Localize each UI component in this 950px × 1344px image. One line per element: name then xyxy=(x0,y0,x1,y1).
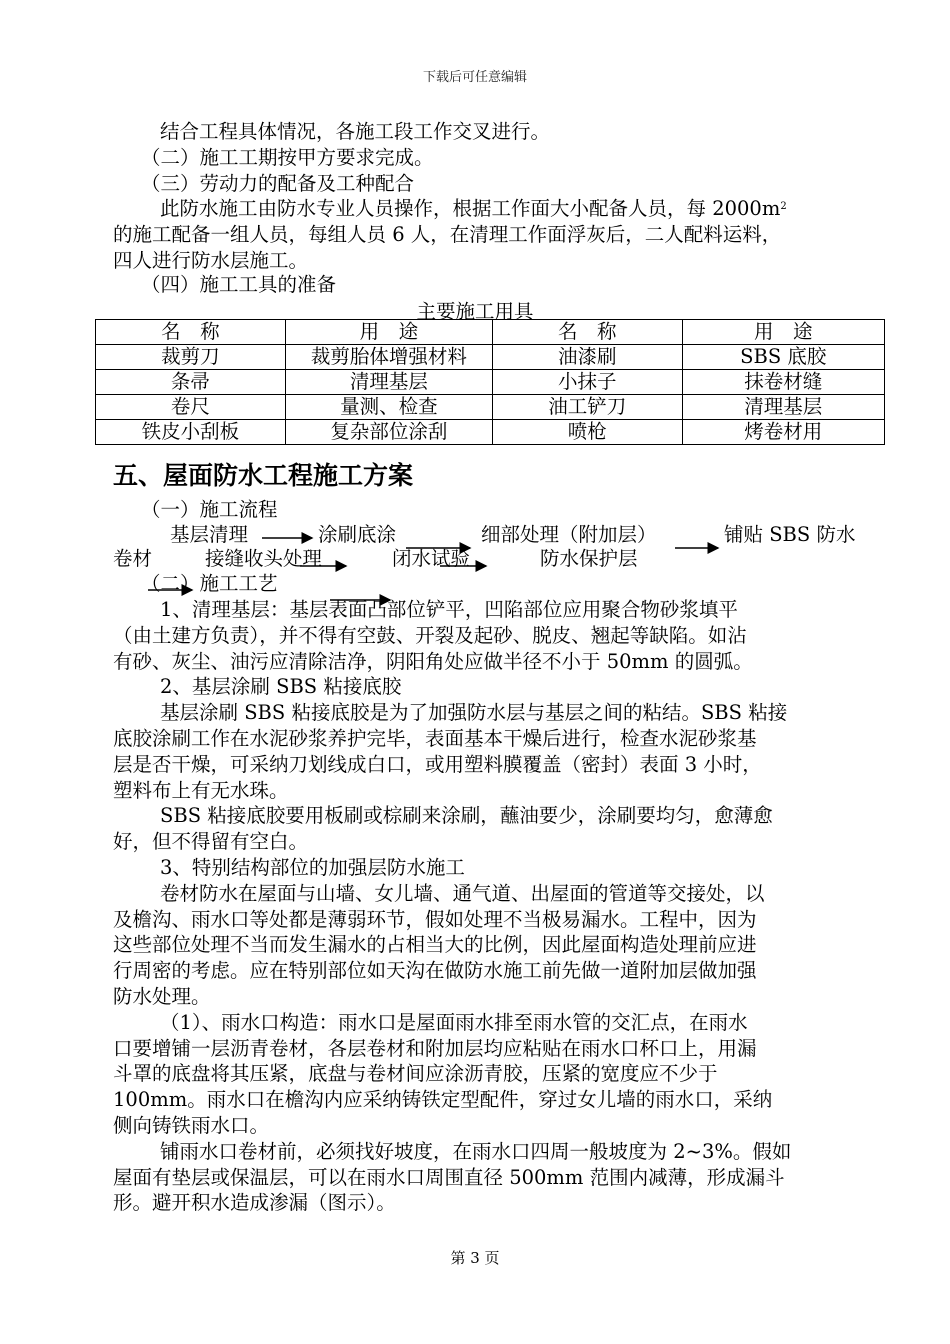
paragraph-line: 好，但不得留有空白。 xyxy=(113,830,309,853)
paragraph-line: 铺雨水口卷材前，必须找好坡度，在雨水口四周一般坡度为 2~3%。假如 xyxy=(160,1140,792,1163)
paragraph-line: 行周密的考虑。应在特别部位如天沟在做防水施工前先做一道附加层做加强 xyxy=(113,959,757,982)
table-header-cell: 名 称 xyxy=(493,320,682,345)
paragraph-line: 口要增铺一层沥青卷材，各层卷材和附加层均应粘贴在雨水口杯口上，用漏 xyxy=(113,1037,757,1060)
table-header-cell: 用 途 xyxy=(285,320,492,345)
table-title: 主要施工用具 xyxy=(416,300,534,323)
paragraph-line: （二）施工工期按甲方要求完成。 xyxy=(141,146,434,169)
flow-step: 细部处理（附加层） xyxy=(481,523,657,546)
paragraph-line: 100mm。雨水口在檐沟内应采纳铸铁定型配件，穿过女儿墙的雨水口，采纳 xyxy=(113,1088,773,1111)
superscript: 2 xyxy=(780,201,787,212)
paragraph-line: SBS 粘接底胶要用板刷或棕刷来涂刷，蘸油要少，涂刷要均匀，愈薄愈 xyxy=(160,804,773,827)
table-cell: 油工铲刀 xyxy=(493,395,682,420)
paragraph-line: 基层涂刷 SBS 粘接底胶是为了加强防水层与基层之间的粘结。SBS 粘接 xyxy=(160,701,788,724)
paragraph-line: 塑料布上有无水珠。 xyxy=(113,779,289,802)
flow-step: 铺贴 SBS 防水 xyxy=(724,523,856,546)
paragraph-line: 卷材防水在屋面与山墙、女儿墙、通气道、出屋面的管道等交接处，以 xyxy=(160,882,765,905)
paragraph-line: 及檐沟、雨水口等处都是薄弱环节，假如处理不当极易漏水。工程中，因为 xyxy=(113,908,757,931)
subsection-heading: 3、特别结构部位的加强层防水施工 xyxy=(160,856,465,879)
table-cell: 烤卷材用 xyxy=(682,420,884,445)
flow-step: 涂刷底涂 xyxy=(318,523,397,546)
paragraph-line: 屋面有垫层或保温层，可以在雨水口周围直径 500mm 范围内减薄，形成漏斗 xyxy=(113,1166,785,1189)
table-cell: 量测、检查 xyxy=(285,395,492,420)
flow-step: 卷材 xyxy=(113,547,153,570)
table-cell: 裁剪胎体增强材料 xyxy=(285,345,492,370)
table-cell: 油漆刷 xyxy=(493,345,682,370)
table-cell: 复杂部位涂刮 xyxy=(285,420,492,445)
table-header-cell: 用 途 xyxy=(682,320,884,345)
flow-step: 闭水试验 xyxy=(392,547,471,570)
table-cell: 清理基层 xyxy=(285,370,492,395)
section-title: 五、屋面防水工程施工方案 xyxy=(113,461,414,490)
page-header: 下载后可任意编辑 xyxy=(422,70,527,85)
subsection-heading: （二）施工工艺 xyxy=(141,572,278,595)
table-cell: 小抹子 xyxy=(493,370,682,395)
table-cell: 卷尺 xyxy=(96,395,286,420)
paragraph-line: （三）劳动力的配备及工种配合 xyxy=(141,172,415,195)
paragraph-line: 四人进行防水层施工。 xyxy=(113,249,309,272)
table-cell: 裁剪刀 xyxy=(96,345,286,370)
table-cell: 抹卷材缝 xyxy=(682,370,884,395)
table-cell: 铁皮小刮板 xyxy=(96,420,286,445)
paragraph-text: 此防水施工由防水专业人员操作，根据工作面大小配备人员，每 2000m xyxy=(160,197,781,220)
paragraph-line: 层是否干燥，可采纳刀划线成白口，或用塑料膜覆盖（密封）表面 3 小时， xyxy=(113,753,762,776)
paragraph-line: 斗罩的底盘将其压紧，底盘与卷材间应涂沥青胶，压紧的宽度应不少于 xyxy=(113,1062,718,1085)
flow-step: 防水保护层 xyxy=(540,547,638,570)
flow-heading: （一）施工流程 xyxy=(141,498,278,521)
paragraph-line: （1）、雨水口构造：雨水口是屋面雨水排至雨水管的交汇点，在雨水 xyxy=(160,1011,748,1034)
table-header-cell: 名 称 xyxy=(96,320,286,345)
paragraph-line: （由土建方负责），并不得有空鼓、开裂及起砂、脱皮、翘起等缺陷。如沾 xyxy=(113,624,747,647)
flow-step: 接缝收头处理 xyxy=(205,547,323,570)
paragraph-line: 结合工程具体情况，各施工段工作交叉进行。 xyxy=(160,120,551,143)
table-cell: SBS 底胶 xyxy=(682,345,884,370)
paragraph-line: 防水处理。 xyxy=(113,985,211,1008)
paragraph-line: 1、清理基层：基层表面凸部位铲平，凹陷部位应用聚合物砂浆填平 xyxy=(160,598,738,621)
paragraph-line: 的施工配备一组人员，每组人员 6 人，在清理工作面浮灰后，二人配料运料， xyxy=(113,223,782,246)
paragraph-line: （四）施工工具的准备 xyxy=(141,273,337,296)
table-cell: 清理基层 xyxy=(682,395,884,420)
paragraph-line: 侧向铸铁雨水口。 xyxy=(113,1114,270,1137)
page-number: 第 3 页 xyxy=(450,1249,500,1267)
paragraph-line: 底胶涂刷工作在水泥砂浆养护完毕，表面基本干燥后进行，检查水泥砂浆基 xyxy=(113,727,757,750)
paragraph-line: 这些部位处理不当而发生漏水的占相当大的比例，因此屋面构造处理前应进 xyxy=(113,933,757,956)
table-cell: 条帚 xyxy=(96,370,286,395)
paragraph-line: 形。避开积水造成渗漏（图示）。 xyxy=(113,1191,396,1214)
table-cell: 喷枪 xyxy=(493,420,682,445)
flow-step: 基层清理 xyxy=(170,523,249,546)
subsection-heading: 2、基层涂刷 SBS 粘接底胶 xyxy=(160,675,402,698)
paragraph-line: 有砂、灰尘、油污应清除洁净，阴阳角处应做半径不小于 50mm 的圆弧。 xyxy=(113,650,753,673)
